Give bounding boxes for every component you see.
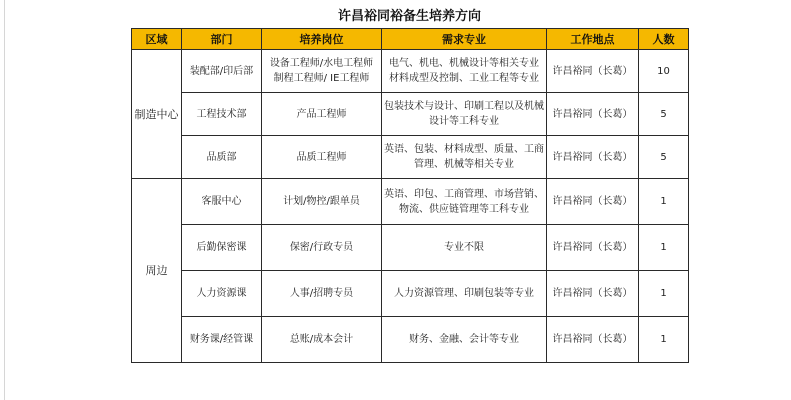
post-line: 总账/成本会计 xyxy=(289,334,354,345)
dept-cell: 财务课/经管课 xyxy=(182,317,262,363)
major-line: 英语、印包、工商管理、市场营销、 xyxy=(384,188,544,200)
location-cell: 许昌裕同（长葛） xyxy=(547,50,639,93)
table-row xyxy=(132,179,689,225)
major-cell xyxy=(382,317,547,363)
location-cell: 许昌裕同（长葛） xyxy=(547,179,639,225)
post-cell xyxy=(262,271,382,317)
region-cell-periphery: 周边 xyxy=(132,179,182,363)
major-line: 英语、包装、材料成型、质量、工商 xyxy=(384,144,544,155)
post-line: 人事/招聘专员 xyxy=(289,288,354,299)
table-row xyxy=(132,93,689,136)
major-line: 设计等工科专业 xyxy=(429,116,499,127)
table-row xyxy=(132,271,689,317)
location-cell: 许昌裕同（长葛） xyxy=(547,317,639,363)
count-cell: 5 xyxy=(639,93,689,136)
post-cell xyxy=(262,93,382,136)
count-cell: 1 xyxy=(639,179,689,225)
major-cell xyxy=(382,271,547,317)
major-line: 材料成型及控制、工业工程等专业 xyxy=(389,73,539,84)
table-title: 许昌裕同裕备生培养方向 xyxy=(337,9,481,24)
dept-cell: 后勤保密课 xyxy=(182,225,262,271)
major-line: 专业不限 xyxy=(444,242,484,253)
major-cell xyxy=(382,179,547,225)
post-line: 计划/物控/跟单员 xyxy=(283,196,360,207)
post-line: 制程工程师/ IE工程师 xyxy=(273,73,370,84)
post-cell xyxy=(262,179,382,225)
count-cell: 1 xyxy=(639,271,689,317)
dept-cell: 客服中心 xyxy=(182,179,262,225)
count-cell: 1 xyxy=(639,225,689,271)
header-row xyxy=(132,29,689,50)
dept-cell: 品质部 xyxy=(182,136,262,179)
location-cell: 许昌裕同（长葛） xyxy=(547,225,639,271)
post-line: 保密/行政专员 xyxy=(289,242,354,253)
dept-cell: 工程技术部 xyxy=(182,93,262,136)
location-cell: 许昌裕同（长葛） xyxy=(547,136,639,179)
location-cell: 许昌裕同（长葛） xyxy=(547,271,639,317)
major-cell xyxy=(382,93,547,136)
major-line: 人力资源管理、印刷包装等专业 xyxy=(394,288,534,299)
header-count: 人数 xyxy=(639,29,689,50)
table-row xyxy=(132,136,689,179)
training-direction-table xyxy=(131,28,689,363)
post-cell xyxy=(262,50,382,93)
page-left-rule xyxy=(4,0,5,400)
post-line: 产品工程师 xyxy=(296,108,347,120)
header-location: 工作地点 xyxy=(547,29,639,50)
count-cell: 1 xyxy=(639,317,689,363)
post-line: 设备工程师/水电工程师 xyxy=(269,58,374,69)
table-row xyxy=(132,50,689,93)
major-cell xyxy=(382,225,547,271)
header-dept: 部门 xyxy=(182,29,262,50)
table-row xyxy=(132,225,689,271)
count-cell: 5 xyxy=(639,136,689,179)
header-major: 需求专业 xyxy=(382,29,547,50)
table-row xyxy=(132,317,689,363)
header-region: 区域 xyxy=(132,29,182,50)
post-line: 品质工程师 xyxy=(296,151,347,163)
major-cell xyxy=(382,50,547,93)
location-cell: 许昌裕同（长葛） xyxy=(547,93,639,136)
post-cell xyxy=(262,317,382,363)
dept-cell: 装配部/印后部 xyxy=(182,50,262,93)
header-post: 培养岗位 xyxy=(262,29,382,50)
post-cell xyxy=(262,136,382,179)
count-cell: 10 xyxy=(639,50,689,93)
major-line: 管理、机械等相关专业 xyxy=(414,159,514,170)
major-line: 包装技术与设计、印刷工程以及机械 xyxy=(384,101,544,112)
dept-cell: 人力资源课 xyxy=(182,271,262,317)
major-line: 财务、金融、会计等专业 xyxy=(409,334,519,345)
major-cell xyxy=(382,136,547,179)
region-cell-manufacturing: 制造中心 xyxy=(132,50,182,179)
major-line: 物流、供应链管理等工科专业 xyxy=(399,203,529,215)
major-line: 电气、机电、机械设计等相关专业 xyxy=(389,58,539,69)
post-cell xyxy=(262,225,382,271)
